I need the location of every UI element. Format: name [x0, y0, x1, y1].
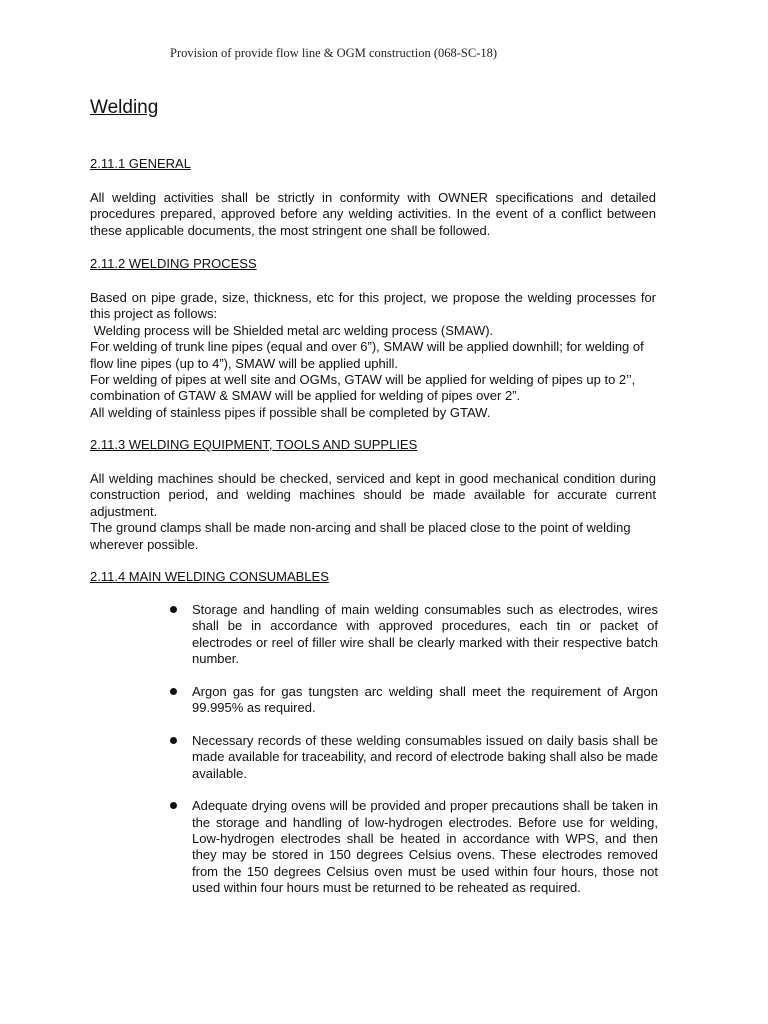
- paragraph-line: All welding machines should be checked, serviced and kept in good mechanical condition during construction period, and welding machines should be made available for accurate current adjustment.: [90, 471, 656, 519]
- section-heading-main-welding-consumables: 2.11.4 MAIN WELDING CONSUMABLES: [90, 569, 329, 584]
- paragraph-line: All welding of stainless pipes if possible shall be completed by GTAW.: [90, 404, 491, 420]
- page-header: Provision of provide flow line & OGM construction (068-SC-18): [170, 46, 498, 60]
- document-title: Welding: [90, 97, 159, 118]
- paragraph-line: The ground clamps shall be made non-arcing and shall be placed close to the point of welding wherever possible.: [90, 520, 631, 552]
- consumables-bullet-list: [168, 602, 658, 897]
- bullet-text: Storage and handling of main welding consumables such as electrodes, wires shall be in accordance with approved procedures, each tin or packet of electrodes or reel of filler wire shall be clearly marked with their respective batch number.: [192, 602, 658, 667]
- bullet-dot-icon: [170, 737, 177, 744]
- bullet-dot-icon: [170, 688, 177, 695]
- bullet-dot-icon: [170, 802, 177, 809]
- bullet-dot-icon: [170, 606, 177, 613]
- paragraph-line: Welding process will be Shielded metal arc welding process (SMAW).: [90, 322, 494, 338]
- bullet-item: [168, 798, 658, 896]
- section-text-welding-process: [90, 290, 656, 421]
- bullet-item: [168, 602, 658, 668]
- section-heading-welding-equipment: 2.11.3 WELDING EQUIPMENT, TOOLS AND SUPPLIES: [90, 437, 418, 452]
- section-heading-welding-process: 2.11.2 WELDING PROCESS: [90, 256, 257, 271]
- bullet-text: Adequate drying ovens will be provided and proper precautions shall be taken in the storage and handling of low-hydrogen electrodes. Before use for welding, Low-hydrogen electrodes shall be heated in accordance with WPS, and then they may be stored in 150 degrees Celsius ovens. These electrodes removed from the 150 degrees Celsius oven must be used within four hours, those not used within four hours must be returned to be reheated as required.: [192, 798, 658, 896]
- paragraph-line: For welding of trunk line pipes (equal and over 6”), SMAW will be applied downhill; for welding of flow line pipes (up to 4”), SMAW will be applied uphill.: [90, 339, 644, 371]
- section-text-welding-equipment: [90, 471, 656, 553]
- section-text-general: All welding activities shall be strictly in conformity with OWNER specifications and detailed procedures prepared, approved before any welding activities. In the event of a conflict between these applicable documents, the most stringent one shall be followed.: [90, 190, 656, 238]
- bullet-item: [168, 733, 658, 782]
- paragraph-line: Based on pipe grade, size, thickness, etc for this project, we propose the welding processes for this project as follows:: [90, 290, 656, 322]
- bullet-item: [168, 684, 658, 717]
- paragraph-line: For welding of pipes at well site and OGMs, GTAW will be applied for welding of pipes up to 2’’, combination of GTAW & SMAW will be applied for welding of pipes over 2”.: [90, 372, 636, 404]
- section-heading-general: 2.11.1 GENERAL: [90, 156, 191, 171]
- bullet-text: Necessary records of these welding consumables issued on daily basis shall be made available for traceability, and record of electrode baking shall also be made available.: [192, 732, 658, 781]
- bullet-text: Argon gas for gas tungsten arc welding shall meet the requirement of Argon 99.995% as required.: [192, 683, 658, 716]
